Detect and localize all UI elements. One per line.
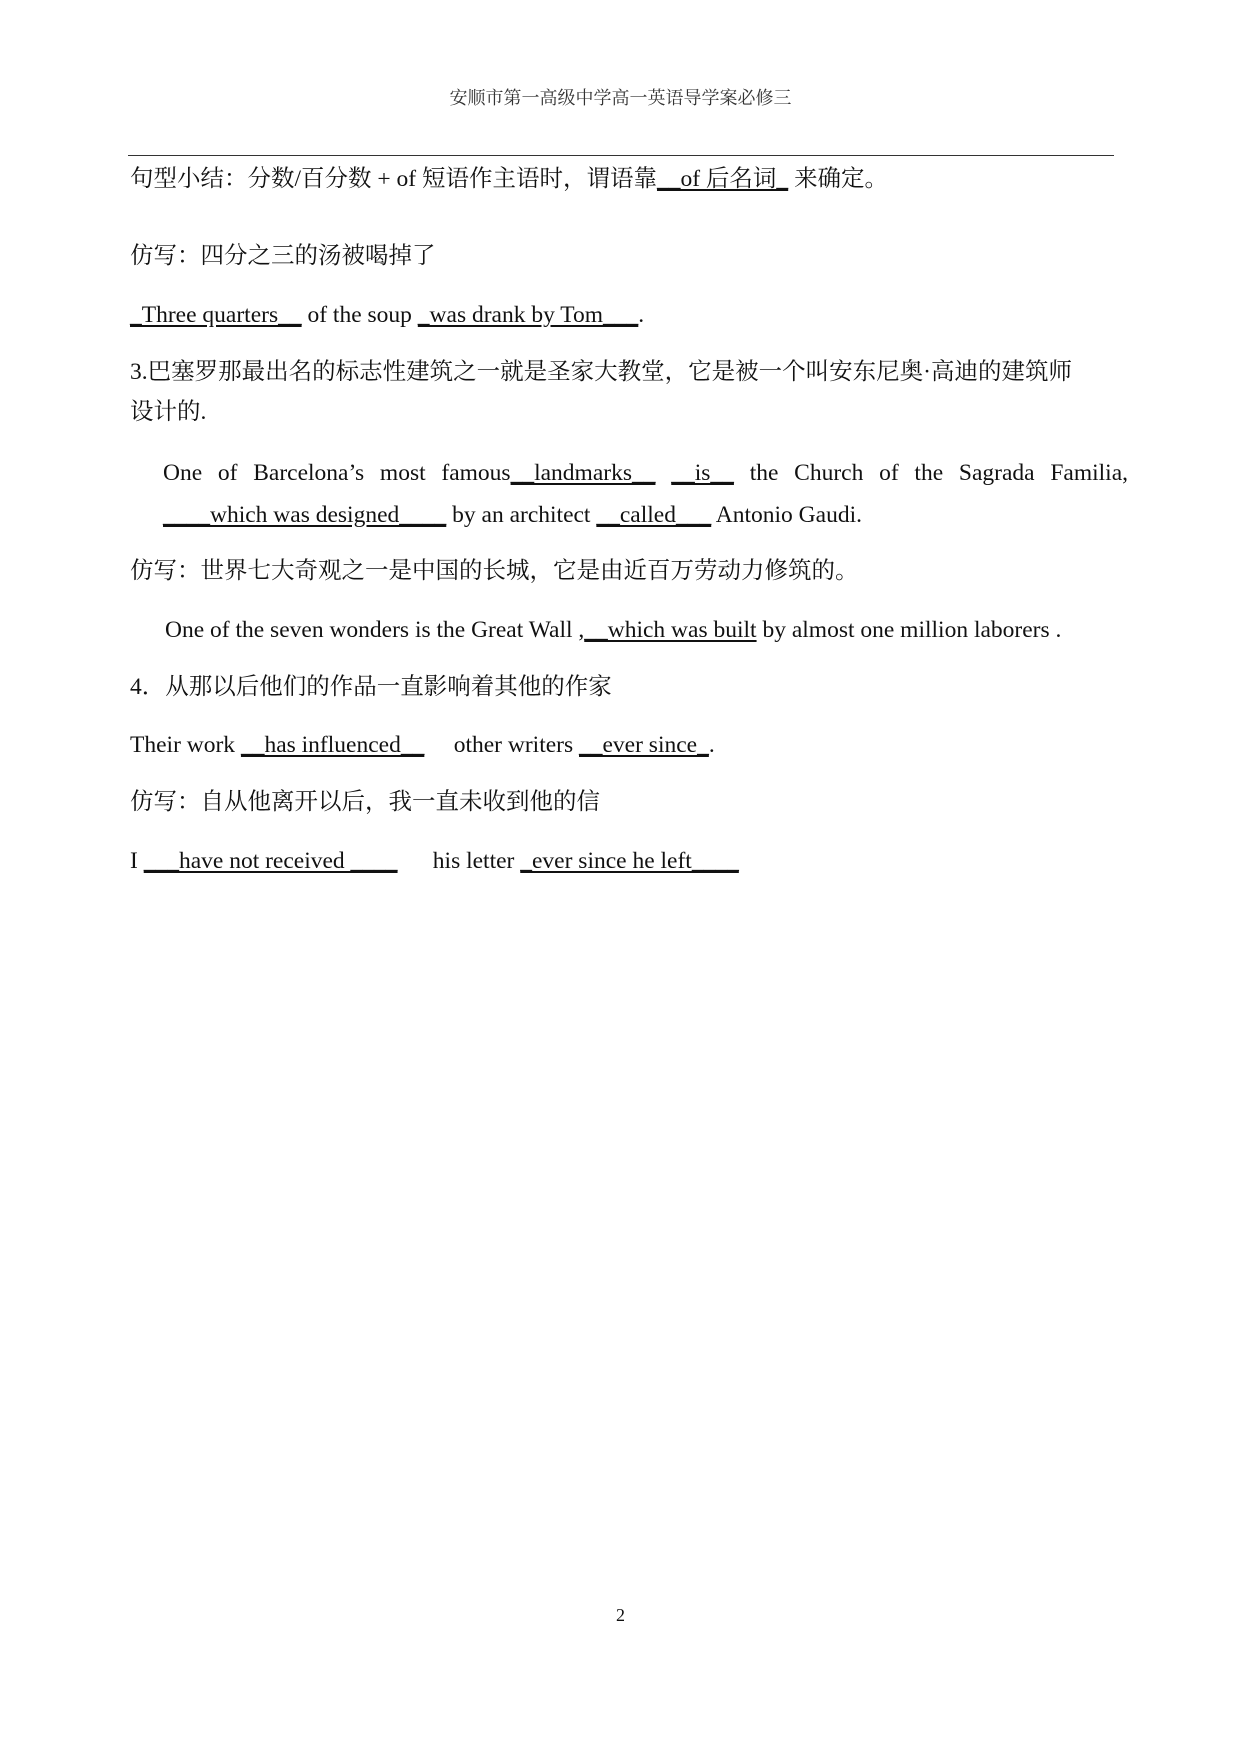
summary-suffix: 来确定。 — [788, 166, 889, 192]
q4-chinese: 4．从那以后他们的作品一直影响着其他的作家 — [130, 674, 612, 700]
answer-text: other writers — [424, 732, 579, 758]
imitation-answer-1 — [130, 300, 644, 330]
answer-text: . — [708, 732, 715, 758]
page-header: 安顺市第一高级中学高一英语导学案必修三 — [449, 88, 792, 108]
answer-text: Antonio Gaudi. — [711, 502, 862, 528]
answer-blank: ___have not received ____ — [143, 848, 398, 874]
answer-blank: ____which was designed____ — [163, 502, 447, 528]
answer-blank: __has influenced__ — [240, 732, 425, 758]
summary-answer-blank: __of 后名词_ — [656, 166, 789, 192]
imitation-prompt-1: 仿写：四分之三的汤被喝掉了 — [130, 243, 436, 269]
summary-line — [130, 164, 888, 194]
answer-text: One of the seven wonders is the Great Wall , — [165, 617, 585, 643]
page-number: 2 — [616, 1605, 625, 1625]
q3-chinese-line-2: 设计的. — [130, 399, 207, 425]
imitation-prompt-2: 仿写：世界七大奇观之一是中国的长城，它是由近百万劳动力修筑的。 — [130, 558, 859, 584]
imitation-answer-3 — [130, 846, 739, 876]
answer-blank: __called___ — [596, 502, 712, 528]
imitation-answer-2 — [165, 615, 1061, 645]
answer-text: One of Barcelona’s most famous — [163, 460, 511, 486]
answer-blank: __which was built — [584, 617, 757, 643]
answer-text: by almost one million laborers . — [756, 617, 1062, 643]
answer-text: of the soup — [301, 302, 418, 328]
header-rule — [128, 155, 1114, 156]
imitation-prompt-3: 仿写：自从他离开以后，我一直未收到他的信 — [130, 789, 600, 815]
answer-text: I — [130, 848, 144, 874]
answer-text: Their work — [130, 732, 241, 758]
q3-english-line-2 — [163, 500, 862, 530]
q3-chinese-line-1: 3.巴塞罗那最出名的标志性建筑之一就是圣家大教堂，它是被一个叫安东尼奥·高迪的建筑师 — [130, 359, 1072, 385]
q3-english-line-1 — [163, 458, 1128, 488]
answer-text: the Church of the Sagrada Familia, — [749, 460, 1129, 486]
answer-blank: __is__ — [671, 460, 734, 486]
answer-text: . — [638, 302, 645, 328]
answer-text: his letter — [397, 848, 521, 874]
summary-prefix: 句型小结：分数/百分数 + of 短语作主语时，谓语靠 — [130, 166, 657, 192]
answer-blank: _Three quarters__ — [130, 302, 302, 328]
answer-blank: __landmarks__ — [510, 460, 656, 486]
answer-blank: _was drank by Tom___ — [417, 302, 639, 328]
answer-blank: __ever since_ — [579, 732, 709, 758]
answer-blank: _ever since he left____ — [520, 848, 739, 874]
q4-english — [130, 730, 715, 760]
answer-text: by an architect — [446, 502, 597, 528]
